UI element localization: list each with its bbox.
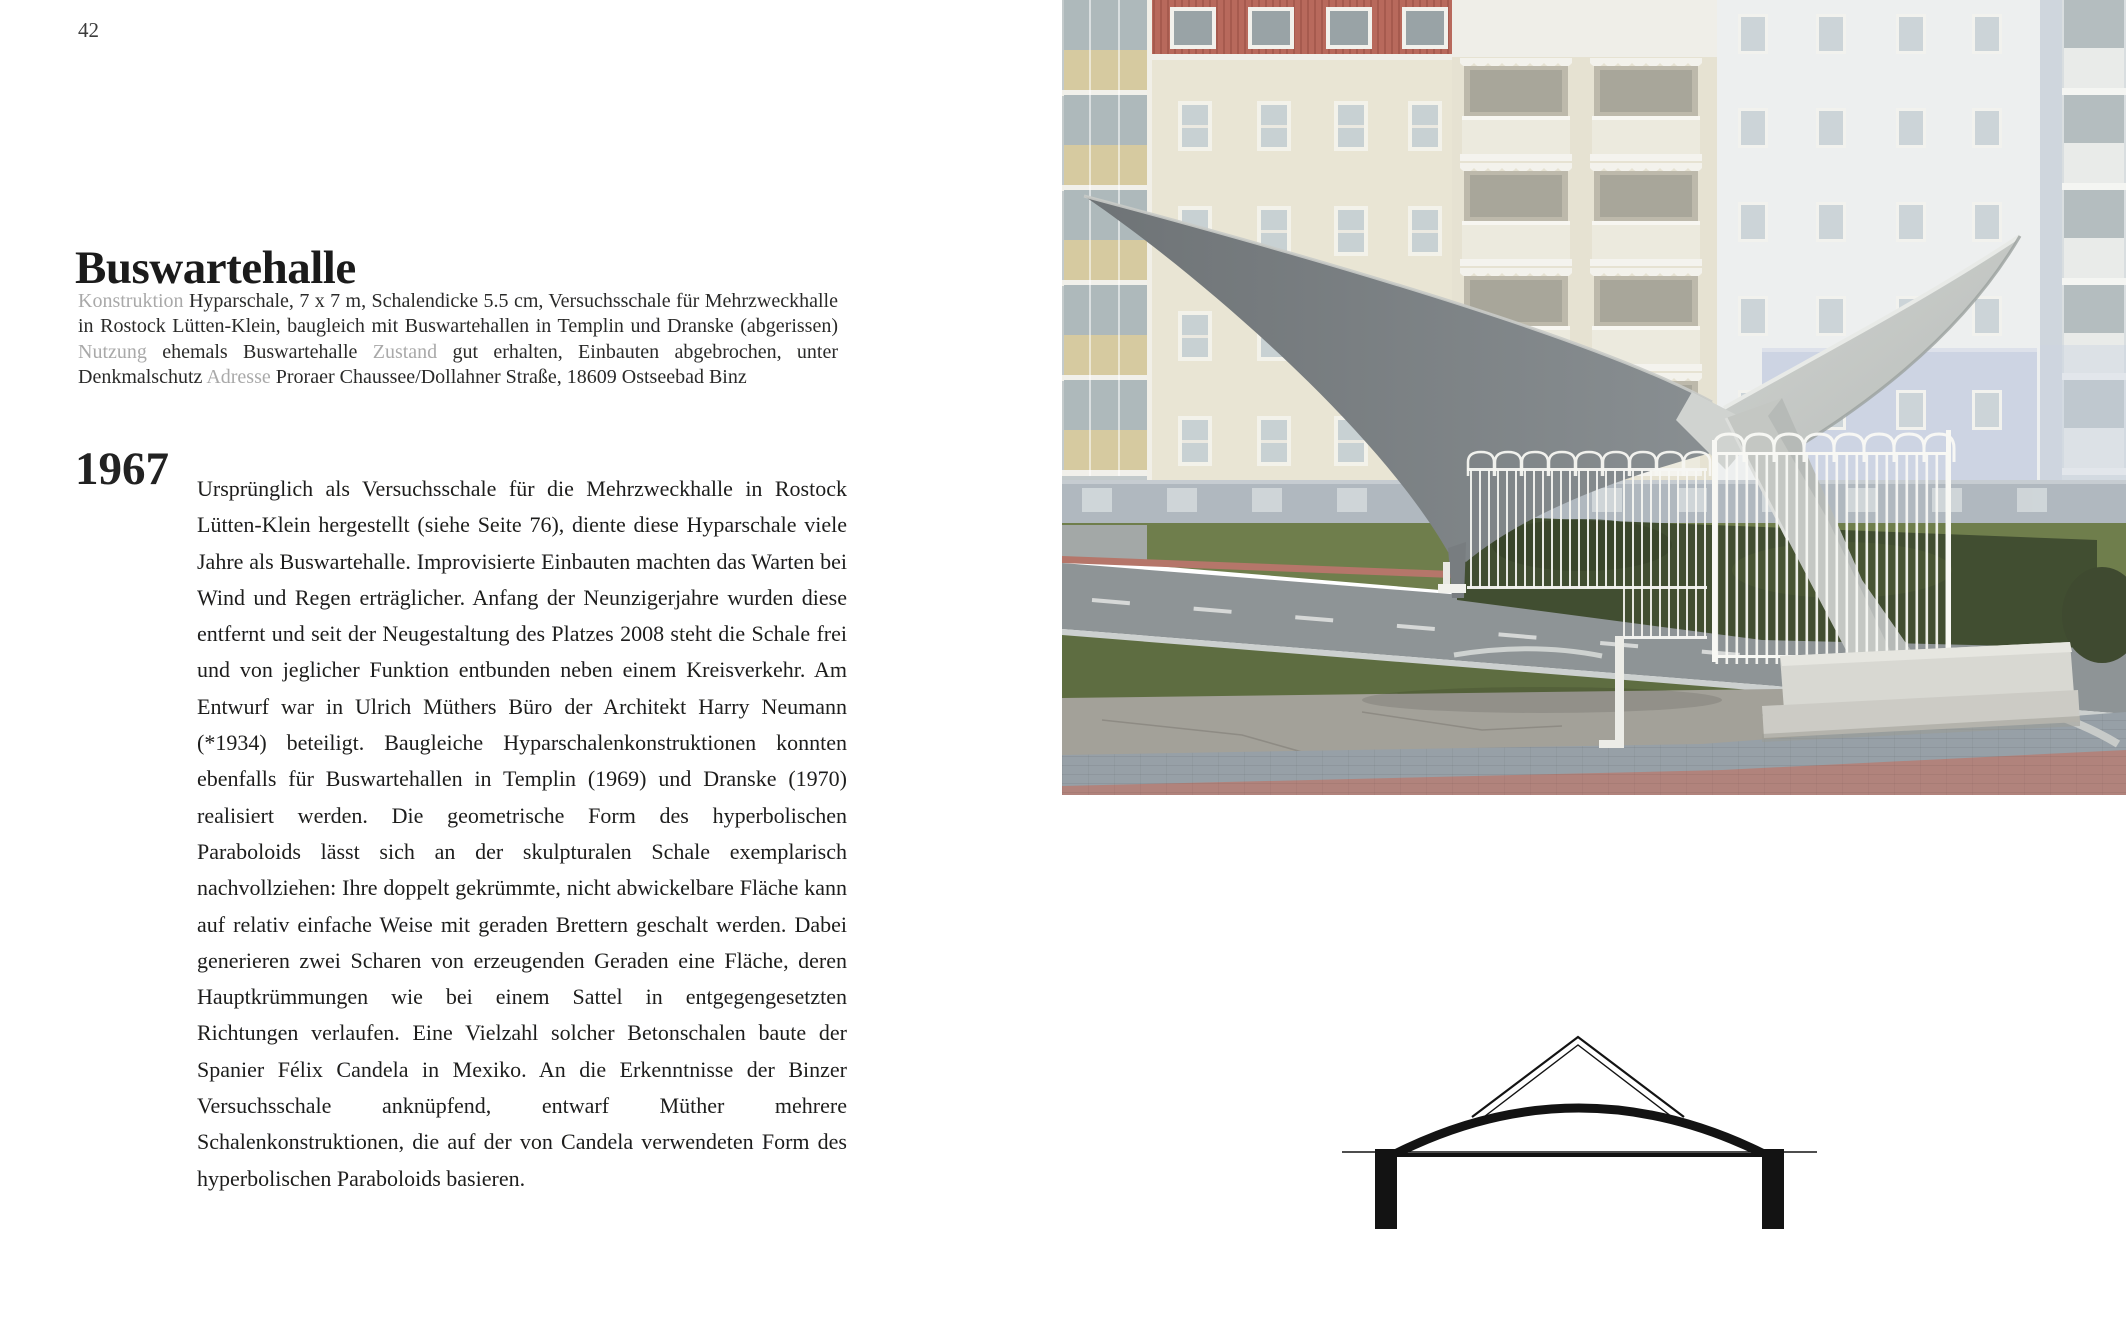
meta-label: Adresse	[206, 366, 276, 389]
year-label: 1967	[75, 443, 169, 495]
meta-label: Konstruktion	[78, 290, 189, 312]
fact-sheet	[78, 289, 838, 391]
meta-text: ehemals Buswartehalle	[162, 340, 373, 363]
meta-text: Proraer Chaussee/Dollahner Straße, 18609 Ostseebad Binz	[275, 366, 747, 389]
page-number: 42	[78, 18, 99, 42]
meta-text: Hyparschale, 7 x 7 m, Schalendicke 5.5 cm, Versuchsschale für Mehrzweckhalle in Rostock Lütten-Klein, baugleich mit Buswartehallen in Templin und Dranske (abgerissen)	[78, 290, 838, 338]
body-text: Ursprünglich als Versuchsschale für die Mehrzweckhalle in Rostock Lütten-Klein hergestellt (siehe Seite 76), diente diese Hyparschale viele Jahre als Buswartehalle. Improvisierte Einbauten machten das Warten bei Wind und Regen erträglicher. Anfang der Neunzigerjahre wurden diese entfernt und seit der Neugestaltung des Platzes 2008 steht die Schale frei und von jeglicher Funktion entbunden neben einem Kreisverkehr. Am Entwurf war in Ulrich Müthers Büro der Architekt Harry Neumann (*1934) beteiligt. Baugleiche Hyparschalenkonstruktionen konnten ebenfalls für Buswartehallen in Templin (1969) und Dranske (1970) realisiert werden. Die geometrische Form des hyperbolischen Paraboloids lässt sich an der skulpturalen Schale exemplarisch nachvollziehen: Ihre doppelt gekrümmte, nicht abwickelbare Fläche kann auf relativ einfache Weise mit geraden Brettern geschalt werden. Dabei generieren zwei Scharen von erzeugenden Geraden eine Fläche, deren Hauptkrümmungen wie bei einem Sattel in entgegengesetzten Richtungen verlaufen. Eine Vielzahl solcher Betonschalen baute der Spanier Félix Candela in Mexiko. An die Erkenntnisse der Binzer Versuchsschale anknüpfend, entwarf Müther mehrere Schalenkonstruktionen, die auf der von Candela verwendeten Form des hyperbolischen Paraboloids basieren.	[197, 476, 847, 1191]
meta-label: Nutzung	[78, 340, 163, 363]
photo-buswartehalle	[1062, 0, 2126, 795]
meta-label: Zustand	[372, 340, 453, 363]
meta-text: gut erhalten, Einbauten abgebrochen, unter Denkmalschutz	[78, 340, 839, 389]
section-drawing	[1322, 1005, 1932, 1295]
article-title: Buswartehalle	[75, 242, 356, 295]
